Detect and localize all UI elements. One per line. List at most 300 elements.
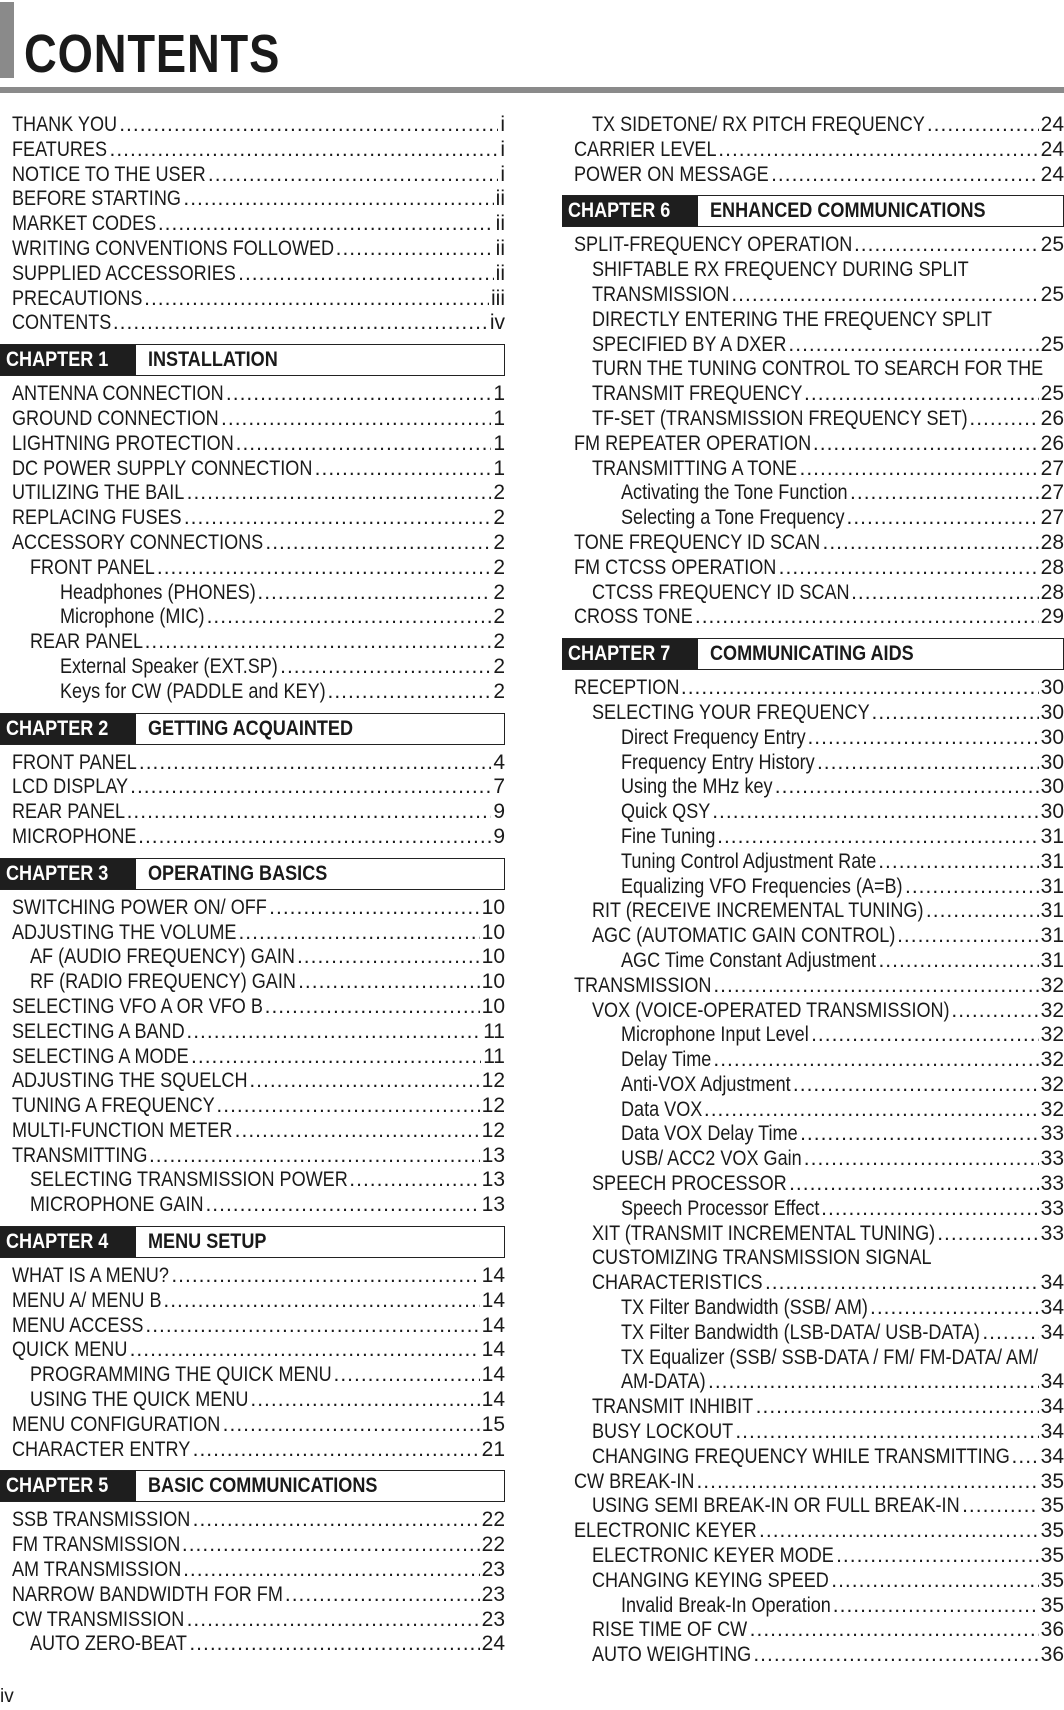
dot-leader <box>937 1222 1038 1247</box>
toc-entry-page: iii <box>491 286 505 310</box>
toc-entry-frequency-entry-history[interactable] <box>562 751 1064 776</box>
dot-leader <box>756 1395 1039 1420</box>
chapter-heading-chapter-2 <box>0 713 505 745</box>
toc-entry-quick-menu[interactable] <box>0 1338 505 1363</box>
toc-entry-page: 33 <box>1040 1221 1064 1245</box>
dot-leader <box>265 995 480 1020</box>
dot-leader <box>113 311 488 336</box>
toc-entry-replacing-fuses[interactable] <box>0 506 505 531</box>
chapter-label <box>0 1227 136 1257</box>
toc-entry-title: AM TRANSMISSION <box>12 1558 182 1582</box>
toc-entry-title: CONTENTS <box>12 311 112 335</box>
toc-entry-title: TX Filter Bandwidth (LSB-DATA/ USB-DATA) <box>621 1320 980 1344</box>
toc-entry-title: REPLACING FUSES <box>12 506 182 530</box>
toc-entry-fm-transmission[interactable] <box>0 1533 505 1558</box>
toc-entry-page: 23 <box>481 1558 505 1582</box>
toc-entry-usb-acc2-vox-gain[interactable] <box>562 1147 1064 1172</box>
chapter-title <box>698 196 1030 226</box>
dot-leader <box>804 1147 1039 1172</box>
toc-entry-title: SELECTING YOUR FREQUENCY <box>592 700 870 724</box>
dot-leader <box>789 1172 1039 1197</box>
dot-leader <box>285 1583 480 1608</box>
chapter-title <box>698 639 947 669</box>
toc-entry-data-vox[interactable] <box>562 1098 1064 1123</box>
toc-entry-title: MICROPHONE <box>12 824 137 848</box>
toc-entry-page: 11 <box>483 1019 505 1043</box>
dot-leader <box>249 1069 479 1094</box>
dot-leader <box>223 1413 480 1438</box>
toc-entry-title: FM CTCSS OPERATION <box>574 555 777 579</box>
toc-entry-thank-you[interactable] <box>0 113 505 138</box>
toc-entry-tx-filter-bandwidth-ssb-am[interactable] <box>562 1296 1064 1321</box>
dot-leader <box>759 1519 1039 1544</box>
toc-entry-page: 28 <box>1040 555 1064 579</box>
toc-entry-page: 34 <box>1040 1420 1064 1444</box>
toc-entry-electronic-keyer-mode[interactable] <box>562 1544 1064 1569</box>
dot-leader <box>189 1632 479 1657</box>
toc-entry-title: Speech Processor Effect <box>621 1196 820 1220</box>
toc-entry-tuning-control-adjustment-rate[interactable] <box>562 850 1064 875</box>
dot-leader <box>119 113 498 138</box>
dot-leader <box>186 1020 481 1045</box>
toc-entry-utilizing-the-bail[interactable] <box>0 481 505 506</box>
dot-leader <box>297 945 480 970</box>
toc-entry-cw-transmission[interactable] <box>0 1608 505 1633</box>
toc-entry-cw-break-in[interactable] <box>562 1470 1064 1495</box>
toc-entry-title: ADJUSTING THE VOLUME <box>12 920 237 944</box>
toc-entry-market-codes[interactable] <box>0 212 505 237</box>
toc-entry-vox-voice-operated-transmission[interactable] <box>562 999 1064 1024</box>
chapter-heading-chapter-5 <box>0 1470 505 1502</box>
toc-entry-fine-tuning[interactable] <box>562 825 1064 850</box>
toc-entry-fm-repeater-operation[interactable] <box>562 432 1064 457</box>
toc-entry-transmission[interactable] <box>562 283 1064 308</box>
toc-entry-continued[interactable] <box>562 1246 1064 1271</box>
dot-leader <box>927 113 1039 138</box>
toc-entry-title: SUPPLIED ACCESSORIES <box>12 261 236 285</box>
toc-entry-front-panel[interactable] <box>0 556 505 581</box>
dot-leader <box>872 701 1039 726</box>
dot-leader <box>226 382 491 407</box>
toc-entry-page: 10 <box>481 994 505 1018</box>
toc-entry-changing-frequency-while-transmitting[interactable] <box>562 1445 1064 1470</box>
toc-entry-changing-keying-speed[interactable] <box>562 1569 1064 1594</box>
toc-entry-page: 2 <box>493 679 505 703</box>
toc-entry-switching-power-on-off[interactable] <box>0 896 505 921</box>
toc-entry-title: SSB TRANSMISSION <box>12 1508 191 1532</box>
toc-entry-multi-function-meter[interactable] <box>0 1119 505 1144</box>
toc-entry-tuning-a-frequency[interactable] <box>0 1094 505 1119</box>
dot-leader <box>750 1618 1039 1643</box>
toc-entry-anti-vox-adjustment[interactable] <box>562 1073 1064 1098</box>
toc-entry-transmitting-a-tone[interactable] <box>562 457 1064 482</box>
toc-entry-page: 24 <box>1040 113 1064 136</box>
toc-entry-page: 29 <box>1040 605 1064 629</box>
toc-entry-supplied-accessories[interactable] <box>0 262 505 287</box>
toc-entry-tx-filter-bandwidth-lsb-data-usb-data[interactable] <box>562 1321 1064 1346</box>
toc-entry-carrier-level[interactable] <box>562 138 1064 163</box>
dot-leader <box>905 875 1039 900</box>
toc-entry-delay-time[interactable] <box>562 1048 1064 1073</box>
toc-entry-title: AUTO WEIGHTING <box>592 1643 752 1667</box>
toc-entry-page: 22 <box>481 1508 505 1532</box>
toc-entry-activating-the-tone-function[interactable] <box>562 481 1064 506</box>
chapter-title-text: INSTALLATION <box>148 348 278 372</box>
toc-entry-notice-to-the-user[interactable] <box>0 163 505 188</box>
toc-entry-quick-qsy[interactable] <box>562 800 1064 825</box>
toc-entry-page: 31 <box>1040 948 1064 972</box>
toc-entry-page: 2 <box>493 555 505 579</box>
toc-entry-page: 25 <box>1040 382 1064 406</box>
toc-entry-page: 32 <box>1040 1023 1064 1047</box>
toc-entry-title: Data VOX Delay Time <box>621 1122 798 1146</box>
dot-leader <box>850 481 1039 506</box>
dot-leader <box>127 800 492 825</box>
toc-entry-rise-time-of-cw[interactable] <box>562 1618 1064 1643</box>
toc-entry-adjusting-the-squelch[interactable] <box>0 1069 505 1094</box>
toc-entry-title: NOTICE TO THE USER <box>12 162 206 186</box>
toc-entry-page: iv <box>489 311 505 335</box>
toc-entry-microphone-input-level[interactable] <box>562 1023 1064 1048</box>
toc-entry-menu-access[interactable] <box>0 1314 505 1339</box>
toc-entry-page: 9 <box>493 800 505 824</box>
dot-leader <box>836 1544 1039 1569</box>
dot-leader <box>130 1338 480 1363</box>
toc-entry-title: Data VOX <box>621 1097 703 1121</box>
toc-entry-page: 2 <box>493 530 505 554</box>
dot-leader <box>1012 1445 1039 1470</box>
toc-right-column <box>562 113 1064 1668</box>
toc-entry-page: 31 <box>1040 899 1064 923</box>
toc-entry-microphone-gain[interactable] <box>0 1193 505 1218</box>
toc-entry-narrow-bandwidth-for-fm[interactable] <box>0 1583 505 1608</box>
toc-entry-keys-for-cw-paddle-and-key[interactable] <box>0 680 505 705</box>
toc-entry-af-audio-frequency-gain[interactable] <box>0 945 505 970</box>
toc-entry-page: 32 <box>1040 973 1064 997</box>
chapter-label <box>0 859 136 889</box>
toc-entry-page: 27 <box>1040 481 1064 505</box>
toc-entry-before-starting[interactable] <box>0 187 505 212</box>
toc-entry-title: CARRIER LEVEL <box>574 137 717 161</box>
toc-entry-title: WRITING CONVENTIONS FOLLOWED <box>12 236 335 260</box>
toc-entry-page: 33 <box>1040 1147 1064 1171</box>
dot-leader <box>158 212 494 237</box>
toc-entry-title: TRANSMITTING <box>12 1143 148 1167</box>
toc-entry-page: 31 <box>1040 849 1064 873</box>
toc-entry-precautions[interactable] <box>0 287 505 312</box>
page-header <box>0 0 1064 96</box>
toc-entry-title: PROGRAMMING THE QUICK MENU <box>30 1363 332 1387</box>
toc-entry-title: CUSTOMIZING TRANSMISSION SIGNAL <box>592 1246 932 1270</box>
toc-entry-rit-receive-incremental-tuning[interactable] <box>562 899 1064 924</box>
toc-entry-title: FRONT PANEL <box>30 555 155 579</box>
toc-entry-selecting-a-band[interactable] <box>0 1020 505 1045</box>
toc-entry-page: 2 <box>493 506 505 530</box>
dot-leader <box>157 556 491 581</box>
dot-leader <box>183 1558 480 1583</box>
toc-entry-selecting-vfo-a-or-vfo-b[interactable] <box>0 995 505 1020</box>
chapter-title-text: GETTING ACQUAINTED <box>148 716 354 740</box>
chapter-title-text: ENHANCED COMMUNICATIONS <box>710 199 986 223</box>
toc-entry-page: 32 <box>1040 1097 1064 1121</box>
toc-entry-page: 13 <box>481 1143 505 1167</box>
dot-leader <box>235 1119 480 1144</box>
toc-entry-dc-power-supply-connection[interactable] <box>0 457 505 482</box>
dot-leader <box>821 1197 1038 1222</box>
dot-leader <box>771 163 1039 188</box>
dot-leader <box>171 1264 479 1289</box>
toc-entry-title: MARKET CODES <box>12 212 157 236</box>
dot-leader <box>951 999 1038 1024</box>
toc-entry-page: 14 <box>481 1264 505 1288</box>
toc-entry-title: BUSY LOCKOUT <box>592 1420 734 1444</box>
toc-entry-title: XIT (TRANSMIT INCREMENTAL TUNING) <box>592 1221 936 1245</box>
toc-entry-continued[interactable] <box>562 308 1064 333</box>
toc-entry-title: Fine Tuning <box>621 824 716 848</box>
dot-leader <box>183 187 493 212</box>
dot-leader <box>753 1643 1038 1668</box>
toc-entry-continued[interactable] <box>562 1346 1064 1371</box>
toc-entry-equalizing-vfo-frequencies-a-b[interactable] <box>562 875 1064 900</box>
toc-entry-electronic-keyer[interactable] <box>562 1519 1064 1544</box>
toc-entry-accessory-connections[interactable] <box>0 531 505 556</box>
toc-entry-data-vox-delay-time[interactable] <box>562 1122 1064 1147</box>
toc-entry-page: 28 <box>1040 530 1064 554</box>
toc-entry-title: ELECTRONIC KEYER MODE <box>592 1544 834 1568</box>
toc-entry-cross-tone[interactable] <box>562 605 1064 630</box>
toc-entry-page: 35 <box>1040 1469 1064 1493</box>
chapter-heading-chapter-3 <box>0 858 505 890</box>
toc-entry-transmit-frequency[interactable] <box>562 382 1064 407</box>
dot-leader <box>144 287 489 312</box>
toc-entry-selecting-your-frequency[interactable] <box>562 701 1064 726</box>
toc-entry-page: 2 <box>493 580 505 604</box>
toc-entry-title: CHARACTERISTICS <box>592 1271 763 1295</box>
toc-entry-split-frequency-operation[interactable] <box>562 233 1064 258</box>
toc-entry-page: 11 <box>483 1044 505 1068</box>
dot-leader <box>779 556 1039 581</box>
toc-entry-page: 30 <box>1040 800 1064 824</box>
toc-entry-title: FEATURES <box>12 137 108 161</box>
toc-entry-continued[interactable] <box>562 357 1064 382</box>
toc-entry-page: 36 <box>1040 1618 1064 1642</box>
toc-entry-using-semi-break-in-or-full-break-in[interactable] <box>562 1494 1064 1519</box>
toc-entry-speech-processor-effect[interactable] <box>562 1197 1064 1222</box>
toc-entry-title: USB/ ACC2 VOX Gain <box>621 1147 802 1171</box>
toc-entry-am-transmission[interactable] <box>0 1558 505 1583</box>
toc-entry-page: 9 <box>493 824 505 848</box>
toc-left-column <box>0 113 505 1657</box>
toc-entry-using-the-mhz-key[interactable] <box>562 775 1064 800</box>
toc-entry-page: 34 <box>1040 1271 1064 1295</box>
toc-entry-title: SPLIT-FREQUENCY OPERATION <box>574 233 853 257</box>
dot-leader <box>969 407 1038 432</box>
toc-entry-rear-panel[interactable] <box>0 800 505 825</box>
dot-leader <box>804 382 1039 407</box>
toc-entry-page: 35 <box>1040 1568 1064 1592</box>
toc-entry-what-is-a-menu[interactable] <box>0 1264 505 1289</box>
toc-entry-title: MENU A/ MENU B <box>12 1288 162 1312</box>
dot-leader <box>831 1569 1038 1594</box>
dot-leader <box>731 283 1038 308</box>
toc-entry-external-speaker-ext-sp[interactable] <box>0 655 505 680</box>
toc-entry-rf-radio-frequency-gain[interactable] <box>0 970 505 995</box>
toc-entry-title: CHANGING KEYING SPEED <box>592 1568 829 1592</box>
toc-entry-title: Microphone (MIC) <box>60 605 205 629</box>
toc-entry-title: SPEECH PROCESSOR <box>592 1172 787 1196</box>
toc-entry-title: External Speaker (EXT.SP) <box>60 654 278 678</box>
toc-entry-headphones-phones[interactable] <box>0 581 505 606</box>
dot-leader <box>712 800 1038 825</box>
toc-entry-page: ii <box>495 212 505 236</box>
toc-entry-features[interactable] <box>0 138 505 163</box>
toc-entry-busy-lockout[interactable] <box>562 1420 1064 1445</box>
dot-leader <box>854 233 1039 258</box>
toc-entry-title: FM TRANSMISSION <box>12 1533 181 1557</box>
toc-entry-page: 12 <box>481 1118 505 1142</box>
dot-leader <box>822 531 1038 556</box>
chapter-label-text: CHAPTER 4 <box>6 1230 109 1254</box>
dot-leader <box>298 970 480 995</box>
toc-entry-title: CHARACTER ENTRY <box>12 1437 191 1461</box>
toc-entry-ssb-transmission[interactable] <box>0 1508 505 1533</box>
chapter-label <box>0 345 136 375</box>
toc-entry-page: 10 <box>481 945 505 969</box>
toc-entry-page: 1 <box>493 456 505 480</box>
toc-entry-rear-panel[interactable] <box>0 630 505 655</box>
toc-entry-using-the-quick-menu[interactable] <box>0 1388 505 1413</box>
toc-entry-invalid-break-in-operation[interactable] <box>562 1594 1064 1619</box>
toc-entry-title: MICROPHONE GAIN <box>30 1193 204 1217</box>
toc-entry-title: TUNING A FREQUENCY <box>12 1094 215 1118</box>
toc-entry-title: TX Filter Bandwidth (SSB/ AM) <box>621 1296 868 1320</box>
toc-entry-microphone-mic[interactable] <box>0 605 505 630</box>
toc-entry-title: CROSS TONE <box>574 605 693 629</box>
toc-entry-agc-automatic-gain-control[interactable] <box>562 924 1064 949</box>
toc-entry-contents[interactable] <box>0 311 505 336</box>
toc-entry-title: THANK YOU <box>12 113 118 136</box>
toc-entry-page: 13 <box>481 1193 505 1217</box>
toc-entry-menu-configuration[interactable] <box>0 1413 505 1438</box>
toc-entry-transmit-inhibit[interactable] <box>562 1395 1064 1420</box>
toc-entry-title: Keys for CW (PADDLE and KEY) <box>60 679 326 703</box>
toc-entry-title: VOX (VOICE-OPERATED TRANSMISSION) <box>592 998 950 1022</box>
toc-entry-selecting-a-tone-frequency[interactable] <box>562 506 1064 531</box>
dot-leader <box>704 1098 1039 1123</box>
toc-entry-ground-connection[interactable] <box>0 407 505 432</box>
toc-entry-page: 26 <box>1040 406 1064 430</box>
toc-entry-auto-zero-beat[interactable] <box>0 1632 505 1657</box>
toc-entry-lightning-protection[interactable] <box>0 432 505 457</box>
toc-entry-tx-sidetone-rx-pitch-frequency[interactable] <box>562 113 1064 138</box>
toc-entry-page: 2 <box>493 654 505 678</box>
toc-entry-page: 34 <box>1040 1395 1064 1419</box>
toc-entry-transmission[interactable] <box>562 974 1064 999</box>
toc-entry-character-entry[interactable] <box>0 1438 505 1463</box>
toc-entry-agc-time-constant-adjustment[interactable] <box>562 949 1064 974</box>
toc-entry-title: LIGHTNING PROTECTION <box>12 431 234 455</box>
chapter-title <box>136 345 299 375</box>
toc-entry-fm-ctcss-operation[interactable] <box>562 556 1064 581</box>
toc-entry-front-panel[interactable] <box>0 751 505 776</box>
toc-entry-auto-weighting[interactable] <box>562 1643 1064 1668</box>
toc-entry-title: CHANGING FREQUENCY WHILE TRANSMITTING <box>592 1444 1010 1468</box>
dot-leader <box>833 1594 1039 1619</box>
toc-entry-tf-set-transmission-frequency-set[interactable] <box>562 407 1064 432</box>
toc-entry-writing-conventions-followed[interactable] <box>0 237 505 262</box>
toc-entry-title: AUTO ZERO-BEAT <box>30 1632 187 1656</box>
toc-entry-selecting-a-mode[interactable] <box>0 1045 505 1070</box>
dot-leader <box>265 531 491 556</box>
dot-leader <box>982 1321 1038 1346</box>
toc-entry-title: Frequency Entry History <box>621 750 815 774</box>
toc-entry-page: 30 <box>1040 700 1064 724</box>
toc-entry-title: AM-DATA) <box>621 1370 706 1394</box>
chapter-label <box>562 639 698 669</box>
toc-entry-characteristics[interactable] <box>562 1271 1064 1296</box>
dot-leader <box>187 481 492 506</box>
toc-entry-am-data[interactable] <box>562 1370 1064 1395</box>
toc-entry-page: 30 <box>1040 725 1064 749</box>
toc-entry-page: 35 <box>1040 1593 1064 1617</box>
toc-entry-title: RF (RADIO FREQUENCY) GAIN <box>30 970 296 994</box>
dot-leader <box>250 1388 479 1413</box>
toc-entry-speech-processor[interactable] <box>562 1172 1064 1197</box>
toc-entry-tone-frequency-id-scan[interactable] <box>562 531 1064 556</box>
toc-entry-title: Direct Frequency Entry <box>621 725 806 749</box>
dot-leader <box>870 1296 1039 1321</box>
toc-entry-transmitting[interactable] <box>0 1144 505 1169</box>
toc-entry-power-on-message[interactable] <box>562 163 1064 188</box>
toc-entry-ctcss-frequency-id-scan[interactable] <box>562 581 1064 606</box>
toc-entry-antenna-connection[interactable] <box>0 382 505 407</box>
dot-leader <box>328 680 492 705</box>
toc-entry-microphone[interactable] <box>0 825 505 850</box>
header-accent-bar <box>0 2 14 78</box>
dot-leader <box>205 1193 479 1218</box>
toc-entry-title: ELECTRONIC KEYER <box>574 1519 757 1543</box>
toc-entry-title: FRONT PANEL <box>12 750 137 774</box>
toc-entry-direct-frequency-entry[interactable] <box>562 726 1064 751</box>
toc-entry-page: 14 <box>481 1288 505 1312</box>
toc-entry-title: MULTI-FUNCTION METER <box>12 1118 233 1142</box>
toc-entry-selecting-transmission-power[interactable] <box>0 1168 505 1193</box>
dot-leader <box>191 1045 481 1070</box>
chapter-title-text: MENU SETUP <box>148 1230 267 1254</box>
toc-entry-specified-by-a-dxer[interactable] <box>562 333 1064 358</box>
toc-entry-xit-transmit-incremental-tuning[interactable] <box>562 1222 1064 1247</box>
toc-entry-title: SELECTING A BAND <box>12 1019 185 1043</box>
dot-leader <box>269 896 479 921</box>
toc-entry-adjusting-the-volume[interactable] <box>0 921 505 946</box>
toc-entry-programming-the-quick-menu[interactable] <box>0 1363 505 1388</box>
toc-entry-title: TONE FREQUENCY ID SCAN <box>574 530 821 554</box>
toc-entry-title: CTCSS FREQUENCY ID SCAN <box>592 580 850 604</box>
dot-leader <box>775 775 1039 800</box>
toc-entry-title: TRANSMIT FREQUENCY <box>592 382 803 406</box>
toc-entry-title: RECEPTION <box>574 676 680 700</box>
toc-entry-title: RIT (RECEIVE INCREMENTAL TUNING) <box>592 899 924 923</box>
toc-entry-lcd-display[interactable] <box>0 775 505 800</box>
dot-leader <box>811 1023 1039 1048</box>
toc-entry-title: TURN THE TUNING CONTROL TO SEARCH FOR THE <box>592 357 1044 381</box>
toc-entry-page: 33 <box>1040 1172 1064 1196</box>
toc-entry-continued[interactable] <box>562 258 1064 283</box>
toc-entry-page: 13 <box>481 1168 505 1192</box>
toc-entry-menu-a-menu-b[interactable] <box>0 1289 505 1314</box>
dot-leader <box>681 676 1039 701</box>
toc-entry-reception[interactable] <box>562 676 1064 701</box>
